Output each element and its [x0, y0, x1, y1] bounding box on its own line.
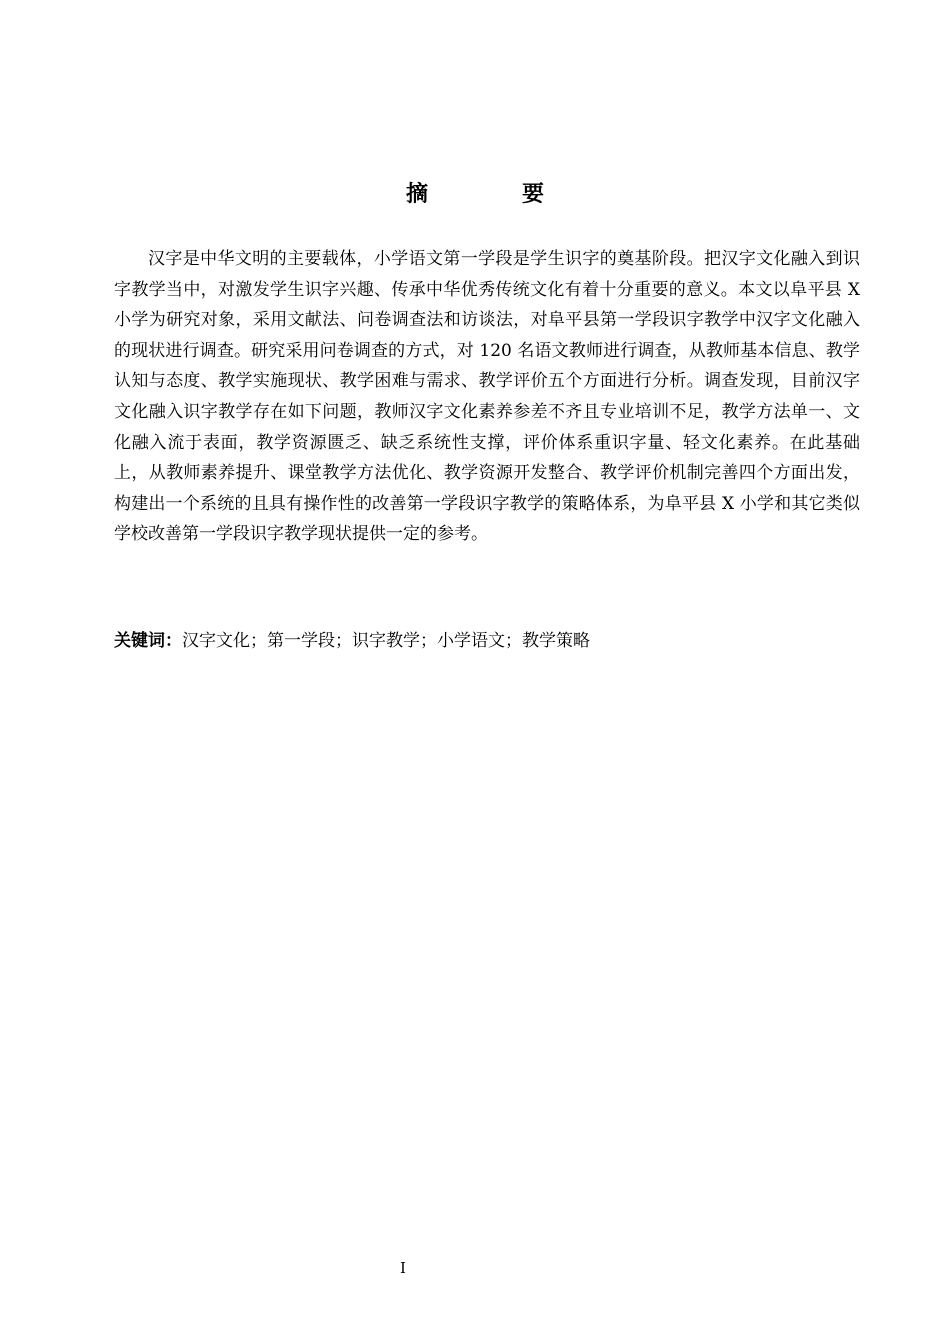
page-number: I	[400, 1259, 406, 1277]
keywords-text: 汉字文化；第一学段；识字教学；小学语文；教学策略	[182, 631, 590, 651]
keywords-label: 关键词：	[114, 631, 182, 651]
keywords-line	[114, 626, 860, 656]
abstract-body: 汉字是中华文明的主要载体，小学语文第一学段是学生识字的奠基阶段。把汉字文化融入到识字教学当中，对激发学生识字兴趣、传承中华优秀传统文化有着十分重要的意义。本文以阜平县 X 小学为研究对象，采用文献法、问卷调查法和访谈法，对阜平县第一学段识字教学中汉字文化融入的现状进行调查。研究采用问卷调查的方式，对 120 名语文教师进行调查，从教师基本信息、教学认知与态度、教学实施现状、教学困难与需求、教学评价五个方面进行分析。调查发现，目前汉字文化融入识字教学存在如下问题，教师汉字文化素养参差不齐且专业培训不足，教学方法单一、文化融入流于表面，教学资源匮乏、缺乏系统性支撑，评价体系重识字量、轻文化素养。在此基础上，从教师素养提升、课堂教学方法优化、教学资源开发整合、教学评价机制完善四个方面出发，构建出一个系统的且具有操作性的改善第一学段识字教学的策略体系，为阜平县 X 小学和其它类似学校改善第一学段识字教学现状提供一定的参考。	[114, 249, 860, 545]
abstract-title: 摘 要	[405, 182, 580, 207]
